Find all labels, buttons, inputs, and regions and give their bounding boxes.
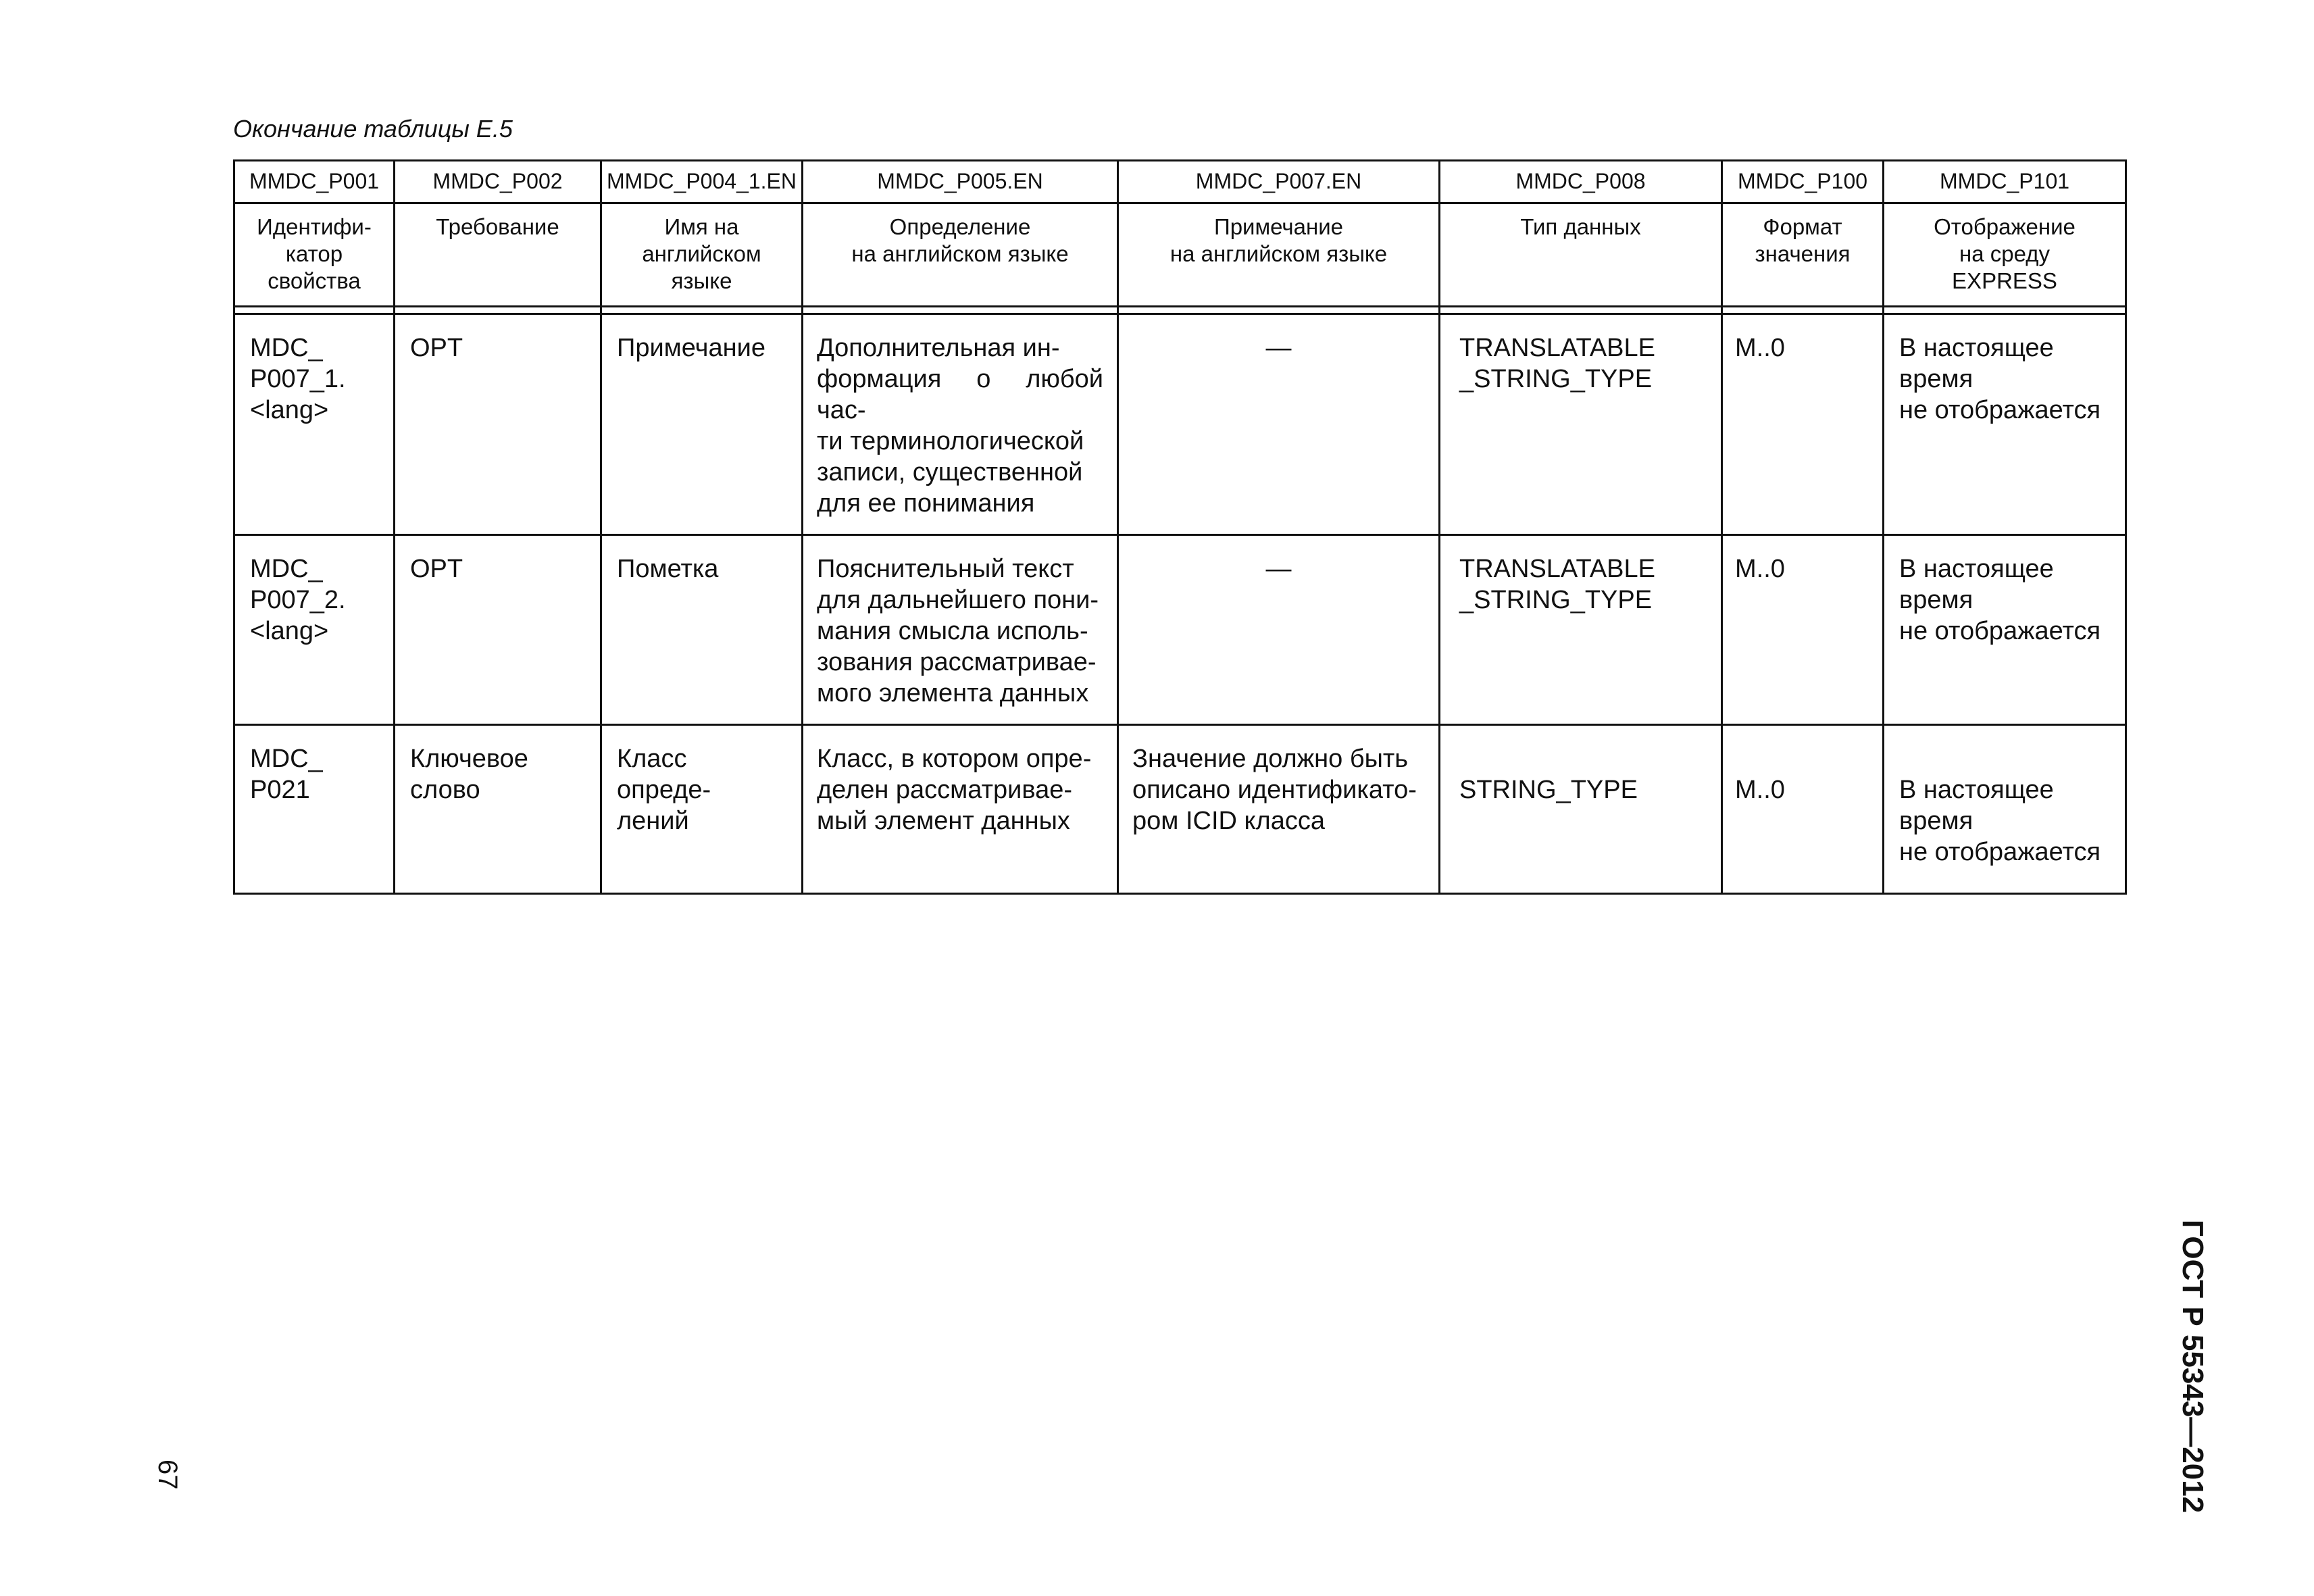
table-caption: Окончание таблицы Е.5: [233, 115, 513, 143]
cell-express: В настоящее время не отображается: [1884, 535, 2126, 725]
column-code: MMDC_P002: [395, 161, 601, 203]
cell-data-type: TRANSLATABLE _STRING_TYPE: [1440, 314, 1722, 535]
header-line: Имя на: [664, 214, 739, 239]
column-header: [1884, 203, 2126, 307]
column-header: [601, 203, 803, 307]
column-code: MMDC_P007.EN: [1118, 161, 1440, 203]
header-line: Формат: [1763, 214, 1842, 239]
properties-table: [233, 159, 2127, 895]
column-code: MMDC_P005.EN: [803, 161, 1118, 203]
cell-definition: Дополнительная ин- формация о любой час- ти терминологической записи, существенной для ее понимания: [803, 314, 1118, 535]
header-line: Отображение: [1934, 214, 2076, 239]
cell-id: MDC_ P007_1. <lang>: [234, 314, 395, 535]
header-line: EXPRESS: [1952, 268, 2057, 293]
column-header: [1722, 203, 1884, 307]
cell-id: MDC_ P021: [234, 725, 395, 894]
header-line: на английском языке: [1169, 241, 1388, 266]
column-headers-row: [234, 203, 2126, 307]
header-line: свойства: [268, 268, 361, 293]
header-line: на английском языке: [851, 241, 1069, 266]
header-line: Требование: [436, 214, 559, 239]
cell-definition: Пояснительный текст для дальнейшего пони- мания смысла исполь- зования рассматривае- мого элемента данных: [803, 535, 1118, 725]
header-line: катор: [285, 241, 343, 266]
cell-requirement: OPT: [395, 535, 601, 725]
cell-data-type: TRANSLATABLE _STRING_TYPE: [1440, 535, 1722, 725]
column-codes-row: [234, 161, 2126, 203]
column-code: MMDC_P008: [1440, 161, 1722, 203]
header-line: Тип данных: [1520, 214, 1641, 239]
header-separator: [234, 307, 2126, 314]
standard-designation: ГОСТ Р 55343—2012: [2176, 1220, 2209, 1514]
cell-name-en: Класс опреде- лений: [601, 725, 803, 894]
page-number: 67: [153, 1460, 182, 1490]
header-line: на среду: [1959, 241, 2050, 266]
header-line: Определение: [889, 214, 1031, 239]
column-header: [234, 203, 395, 307]
header-line: языке: [671, 268, 732, 293]
cell-note: Значение должно быть описано идентификато- ром ICID класса: [1118, 725, 1440, 894]
column-header: [803, 203, 1118, 307]
cell-data-type: STRING_TYPE: [1440, 725, 1722, 894]
column-code: MMDC_P100: [1722, 161, 1884, 203]
cell-format: M..0: [1722, 725, 1884, 894]
header-line: Примечание: [1213, 214, 1343, 239]
cell-requirement: Ключевое слово: [395, 725, 601, 894]
cell-express: В настоящее время не отображается: [1884, 725, 2126, 894]
column-code: MMDC_P001: [234, 161, 395, 203]
header-line: значения: [1755, 241, 1851, 266]
table-row: [234, 535, 2126, 725]
cell-format: M..0: [1722, 314, 1884, 535]
column-header: [1440, 203, 1722, 307]
cell-name-en: Примечание: [601, 314, 803, 535]
column-code: MMDC_P101: [1884, 161, 2126, 203]
cell-id: MDC_ P007_2. <lang>: [234, 535, 395, 725]
cell-definition: Класс, в котором опре- делен рассматривае- мый элемент данных: [803, 725, 1118, 894]
column-header: [1118, 203, 1440, 307]
header-line: английском: [642, 241, 761, 266]
cell-format: M..0: [1722, 535, 1884, 725]
table-row: [234, 314, 2126, 535]
cell-note: —: [1118, 314, 1440, 535]
cell-express: В настоящее время не отображается: [1884, 314, 2126, 535]
column-code: MMDC_P004_1.EN: [601, 161, 803, 203]
cell-name-en: Пометка: [601, 535, 803, 725]
column-header: [395, 203, 601, 307]
table-row: [234, 725, 2126, 894]
cell-requirement: OPT: [395, 314, 601, 535]
header-line: Идентифи-: [257, 214, 372, 239]
cell-note: —: [1118, 535, 1440, 725]
